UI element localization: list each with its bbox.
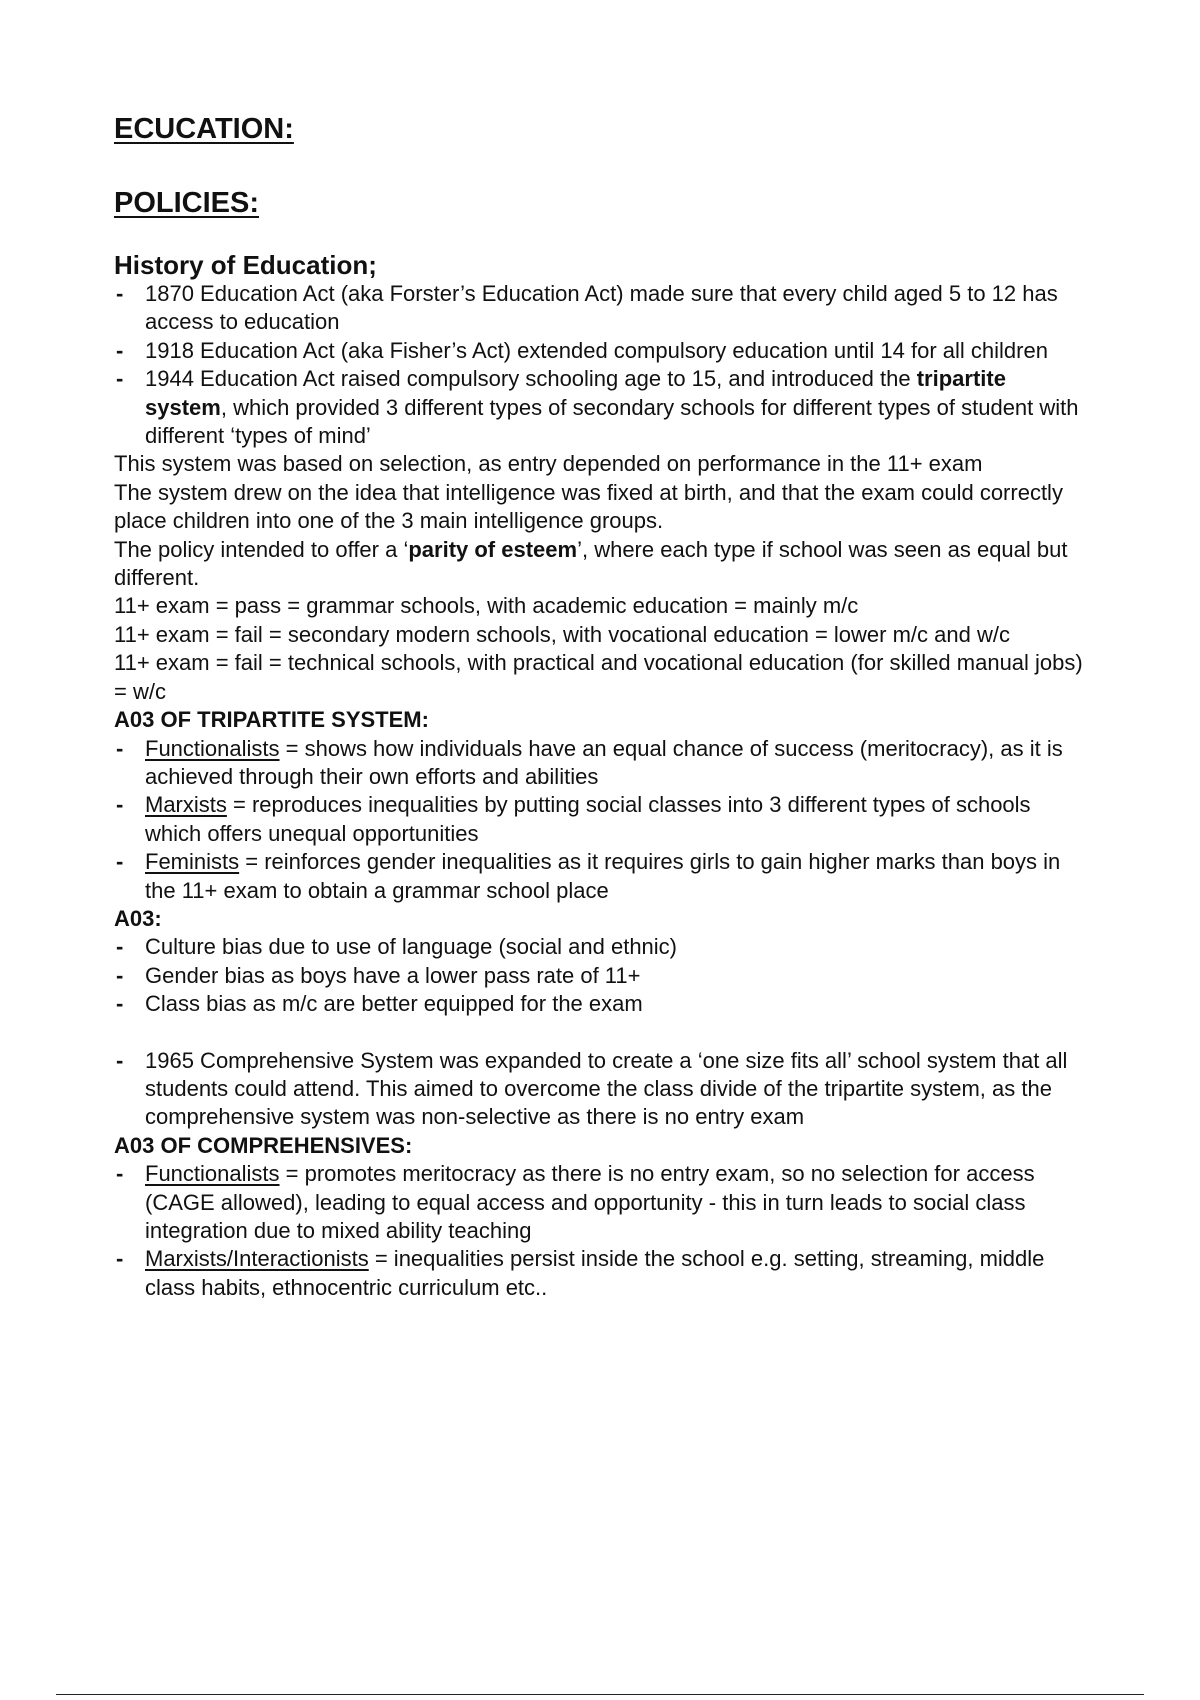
history-heading: History of Education; <box>114 250 377 280</box>
list-item: - Gender bias as boys have a lower pass rate of 11+ <box>114 962 1090 990</box>
item-text: = reinforces gender inequalities as it requires girls to gain higher marks than boys in the 11+ exam to obtain a grammar school place <box>145 849 1061 903</box>
history-notes <box>114 450 1090 706</box>
paragraph-line: This system was based on selection, as entry depended on performance in the 11+ exam <box>114 451 983 477</box>
section-title: POLICIES: <box>114 187 260 219</box>
document-page <box>114 112 1090 1302</box>
list-item <box>114 1245 1090 1302</box>
item-text: = shows how individuals have an equal chance of success (meritocracy), as it is achieved through their own efforts and abilities <box>145 735 1063 789</box>
perspective-term: Feminists <box>145 849 240 875</box>
item-text: = inequalities persist inside the school e.g. setting, streaming, middle class habits, ethnocentric curriculum etc.. <box>145 1246 1045 1300</box>
comprehensives-ao3-list <box>114 1160 1090 1302</box>
parity-text: ’, where each type if school was seen as equal but different. <box>114 536 1068 591</box>
comprehensives-ao3-heading: A03 OF COMPREHENSIVES: <box>114 1132 413 1158</box>
tripartite-ao3-list <box>114 735 1090 905</box>
list-item: - 1965 Comprehensive System was expanded to create a ‘one size fits all’ school system that all students could attend. This aimed to overcome the class divide of the tripartite system, as the comprehensive system was non-selective as there is no entry exam <box>114 1047 1090 1132</box>
item-text: 1944 Education Act raised compulsory schooling age to 15, and introduced the <box>145 366 917 392</box>
perspective-term: Functionalists <box>145 735 280 761</box>
footer-rule <box>56 1694 1144 1695</box>
spacer <box>114 1019 1090 1047</box>
item-text: , which provided 3 different types of secondary schools for different types of student with different ‘types of mind’ <box>145 394 1079 449</box>
list-item <box>114 848 1090 905</box>
list-item <box>114 735 1090 792</box>
list-item: - Culture bias due to use of language (social and ethnic) <box>114 933 1090 961</box>
exam-line: 11+ exam = pass = grammar schools, with academic education = mainly m/c <box>114 593 859 619</box>
comprehensive-list <box>114 1047 1090 1132</box>
item-text: = reproduces inequalities by putting social classes into 3 different types of schools which offers unequal opportunities <box>145 792 1031 846</box>
parity-of-esteem-term: parity of esteem <box>408 536 578 562</box>
list-item <box>114 1160 1090 1245</box>
parity-text: The policy intended to offer a ‘ <box>114 536 409 562</box>
list-item: - Class bias as m/c are better equipped for the exam <box>114 990 1090 1018</box>
tripartite-system-term: tripartite system <box>145 366 1006 420</box>
ao3-heading: A03: <box>114 905 162 931</box>
document-title: ECUCATION: <box>114 113 294 145</box>
list-item: - 1918 Education Act (aka Fisher’s Act) extended compulsory education until 14 for all children <box>114 337 1090 365</box>
perspective-term: Functionalists <box>145 1161 280 1187</box>
perspective-term: Marxists/Interactionists <box>145 1246 369 1272</box>
history-list <box>114 280 1090 450</box>
exam-line: 11+ exam = fail = secondary modern schools, with vocational education = lower m/c and w/c <box>114 621 1010 647</box>
list-item: - 1870 Education Act (aka Forster’s Education Act) made sure that every child aged 5 to 12 has access to education <box>114 280 1090 337</box>
paragraph-line <box>114 536 1090 593</box>
perspective-term: Marxists <box>145 792 227 818</box>
item-text: = promotes meritocracy as there is no entry exam, so no selection for access (CAGE allowed), leading to equal access and opportunity - this in turn leads to social class integration due to mixed ability teaching <box>145 1161 1035 1243</box>
paragraph-line: The system drew on the idea that intelligence was fixed at birth, and that the exam could correctly place children into one of the 3 main intelligence groups. <box>114 479 1063 534</box>
list-item <box>114 365 1090 450</box>
exam-line: 11+ exam = fail = technical schools, with practical and vocational education (for skilled manual jobs) = w/c <box>114 650 1083 704</box>
list-item <box>114 791 1090 848</box>
ao3-list <box>114 933 1090 1018</box>
tripartite-ao3-heading: A03 OF TRIPARTITE SYSTEM: <box>114 707 429 733</box>
